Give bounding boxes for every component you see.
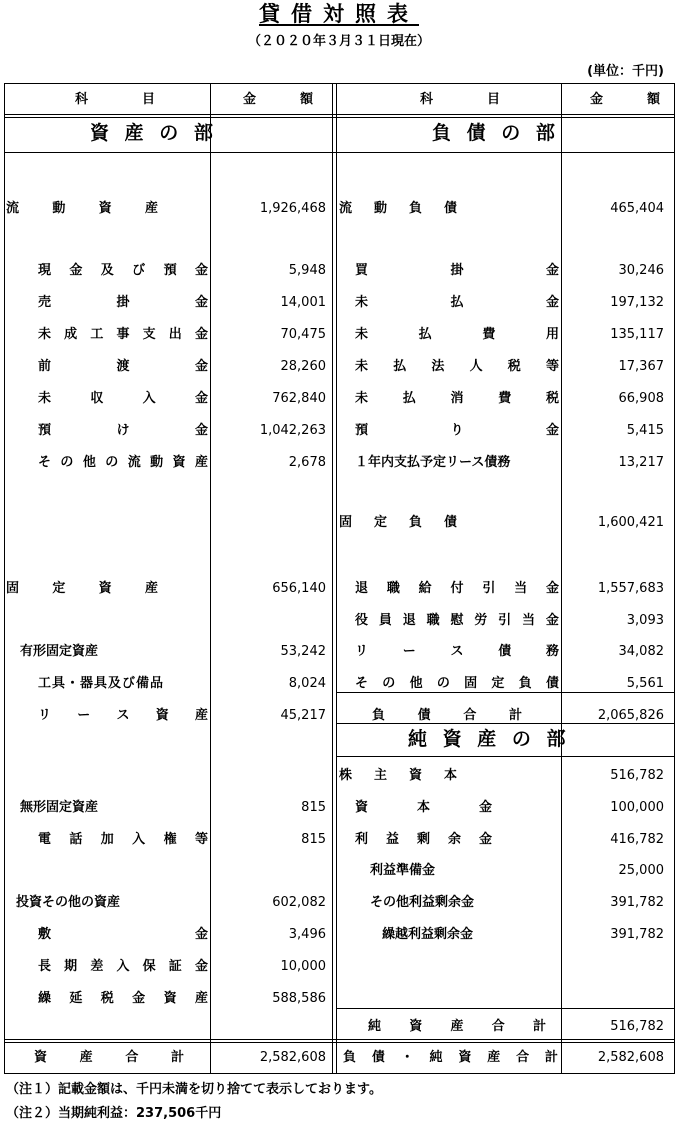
liab-lease-long-label: リ ー ス 債 務 [355,644,559,659]
liab-payables-label: 買 掛 金 [355,263,559,278]
carried-forward-value: 391,782 [610,927,664,942]
liab-lease-short-value: 13,217 [618,455,664,470]
liabilities-section-title: 負 債 の 部 [432,122,555,144]
liab-other-fixed-value: 5,561 [626,676,664,691]
net-assets-total-label: 純 資 産 合 計 [368,1019,546,1034]
liab-unpaid-value: 197,132 [610,295,664,310]
grand-total-value: 2,582,608 [597,1050,664,1065]
asset-intangible-value: 815 [301,800,326,815]
asset-deposit-guarantee-label: 敷 金 [38,927,208,942]
liab-other-fixed-label: そ の 他 の 固 定 負 債 [355,676,559,691]
liab-fixed-label: 固 定 負 債 [339,515,457,530]
net-total-top [336,1008,675,1009]
liab-current-value: 465,404 [610,201,664,216]
asset-long-guarantee-label: 長 期 差 入 保 証 金 [38,959,208,974]
asset-receivables-value: 14,001 [280,295,326,310]
grand-total-label: 負 債 ・ 純 資 産 合 計 [343,1050,558,1065]
asset-fixed-label: 固 定 資 産 [6,581,158,596]
header-divider-a [4,114,675,115]
asset-lease-label: リ ー ス 資 産 [38,708,208,723]
header-amount-left: 金 額 [243,92,313,107]
asset-advance-value: 28,260 [280,359,326,374]
net-assets-section-title: 純 資 産 の 部 [408,728,566,750]
header-item-left: 科 目 [75,92,155,107]
other-retained-label: その他利益剰余金 [370,895,475,910]
table-top-border [4,83,675,84]
liab-corp-tax-label: 未 払 法 人 税 等 [355,359,559,374]
asset-total-value: 2,582,608 [259,1050,326,1065]
net-assets-header-bottom [336,756,675,757]
document-title: 貸借対照表 [259,2,419,26]
header-divider-b [4,117,675,118]
asset-total-label: 資 産 合 計 [34,1050,184,1065]
asset-deposits-value: 1,042,263 [259,423,326,438]
asset-wip-label: 未 成 工 事 支 出 金 [38,327,208,342]
liab-accrued-exp-value: 135,117 [610,327,664,342]
liab-total-top [336,692,675,693]
liab-retirement-value: 1,557,683 [597,581,664,596]
capital-label: 資 本 金 [355,800,492,815]
asset-deposits-label: 預 け 金 [38,423,208,438]
liab-consumption-tax-label: 未 払 消 費 税 [355,391,559,406]
center-double-line-a [332,83,333,1074]
liab-deposits-recv-label: 預 り 金 [355,423,559,438]
asset-wip-value: 70,475 [280,327,326,342]
totals-divider-b [4,1042,675,1043]
totals-divider-a [4,1039,675,1040]
assets-section-title: 資 産 の 部 [90,122,213,144]
asset-cash-value: 5,948 [288,263,326,278]
asset-deposit-guarantee-value: 3,496 [288,927,326,942]
liab-lease-long-value: 34,082 [618,644,664,659]
liab-deposits-recv-value: 5,415 [626,423,664,438]
asset-tools-value: 8,024 [288,676,326,691]
liab-consumption-tax-value: 66,908 [618,391,664,406]
asset-cash-label: 現 金 及 び 預 金 [38,263,208,278]
liab-fixed-value: 1,600,421 [597,515,664,530]
capital-value: 100,000 [610,800,664,815]
asset-deferred-tax-value: 588,586 [272,991,326,1006]
asset-other-current-value: 2,678 [288,455,326,470]
asset-other-current-label: そ の 他 の 流 動 資 産 [38,455,208,470]
asset-phone-label: 電 話 加 入 権 等 [38,832,208,847]
center-double-line-b [336,83,337,1074]
asset-tools-label: 工具・器具及び備品 [38,676,165,691]
asset-investments-value: 602,082 [272,895,326,910]
asset-receivables-label: 売 掛 金 [38,295,208,310]
unit-label: (単位：千円) [587,64,664,79]
note-1: （注１）記載金額は、千円未満を切り捨てて表示しております。 [6,1082,382,1097]
asset-deferred-tax-label: 繰 延 税 金 資 産 [38,991,208,1006]
document-date: （２０２０年３月３１日現在） [247,34,430,49]
liab-unpaid-label: 未 払 金 [355,295,559,310]
asset-investments-label: 投資その他の資産 [16,895,121,910]
legal-reserve-value: 25,000 [618,863,664,878]
liab-total-label: 負 債 合 計 [372,708,522,723]
retained-value: 416,782 [610,832,664,847]
asset-tangible-value: 53,242 [280,644,326,659]
liab-retirement-label: 退 職 給 付 引 当 金 [355,581,559,596]
asset-phone-value: 815 [301,832,326,847]
liab-corp-tax-value: 17,367 [618,359,664,374]
asset-accrued-income-value: 762,840 [272,391,326,406]
asset-fixed-value: 656,140 [272,581,326,596]
table-left-border [4,83,5,1074]
liab-total-value: 2,065,826 [597,708,664,723]
asset-intangible-label: 無形固定資産 [20,800,99,815]
other-retained-value: 391,782 [610,895,664,910]
liab-payables-value: 30,246 [618,263,664,278]
section-divider [4,152,675,153]
liab-lease-short-label: １年内支払予定リース債務 [355,455,511,470]
legal-reserve-label: 利益準備金 [370,863,436,878]
asset-tangible-label: 有形固定資産 [20,644,99,659]
carried-forward-label: 繰越利益剰余金 [382,927,474,942]
liab-officer-retirement-label: 役 員 退 職 慰 労 引 当 金 [355,613,559,628]
asset-accrued-income-label: 未 収 入 金 [38,391,208,406]
liab-total-bottom [336,723,675,724]
header-amount-right: 金 額 [590,92,660,107]
equity-value: 516,782 [610,768,664,783]
asset-current-label: 流 動 資 産 [6,201,158,216]
table-bottom-border [4,1073,675,1074]
liab-officer-retirement-value: 3,093 [626,613,664,628]
table-right-border [674,83,675,1074]
left-amount-divider [210,83,211,1074]
retained-label: 利 益 剰 余 金 [355,832,492,847]
asset-long-guarantee-value: 10,000 [280,959,326,974]
liab-current-label: 流 動 負 債 [339,201,457,216]
header-item-right: 科 目 [420,92,500,107]
net-assets-total-value: 516,782 [610,1019,664,1034]
liab-accrued-exp-label: 未 払 費 用 [355,327,559,342]
right-amount-divider [561,83,562,1074]
asset-advance-label: 前 渡 金 [38,359,208,374]
asset-current-value: 1,926,468 [259,201,326,216]
equity-label: 株 主 資 本 [339,768,457,783]
asset-lease-value: 45,217 [280,708,326,723]
note-2: （注２）当期純利益：237,506千円 [6,1106,222,1121]
